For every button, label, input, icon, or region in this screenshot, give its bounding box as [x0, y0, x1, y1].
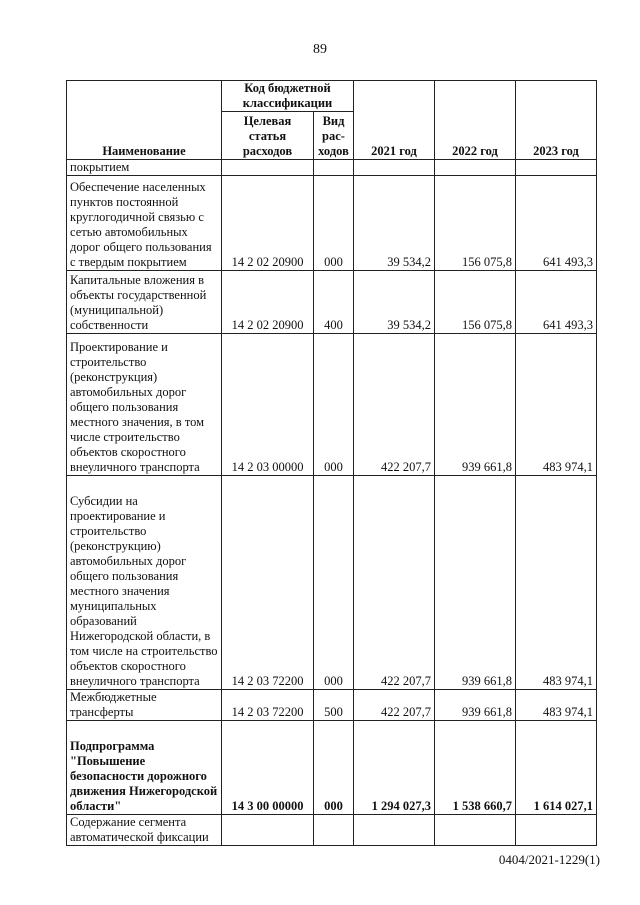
row-name: Подпрограмма "Повышение безопасности дорожного движения Нижегородской области"	[67, 721, 222, 815]
header-expense-type: Вид рас-ходов	[314, 112, 354, 160]
document-code: 0404/2021-1229(1)	[498, 852, 600, 867]
row-value-2023: 483 974,1	[516, 476, 597, 690]
row-target-article: 14 2 03 72200	[222, 476, 314, 690]
row-value-2023: 641 493,3	[516, 271, 597, 334]
row-expense-type: 000	[314, 176, 354, 271]
row-expense-type: 500	[314, 690, 354, 721]
table-row	[67, 334, 597, 476]
row-target-article: 14 3 00 00000	[222, 721, 314, 815]
row-target-article: 14 2 02 20900	[222, 271, 314, 334]
row-value-2021	[354, 815, 435, 846]
row-value-2022: 156 075,8	[435, 271, 516, 334]
header-2022: 2022 год	[435, 81, 516, 160]
row-value-2022	[435, 815, 516, 846]
budget-table	[66, 80, 597, 846]
table-row	[67, 690, 597, 721]
row-value-2023	[516, 160, 597, 176]
table-row	[67, 271, 597, 334]
row-expense-type: 000	[314, 334, 354, 476]
row-value-2023: 483 974,1	[516, 690, 597, 721]
header-target-article: Целевая статья расходов	[222, 112, 314, 160]
row-name: Содержание сегмента автоматической фиксации	[67, 815, 222, 846]
row-expense-type: 000	[314, 721, 354, 815]
row-value-2021	[354, 160, 435, 176]
row-value-2021: 39 534,2	[354, 176, 435, 271]
row-value-2023: 483 974,1	[516, 334, 597, 476]
row-value-2022: 156 075,8	[435, 176, 516, 271]
row-target-article: 14 2 03 72200	[222, 690, 314, 721]
row-name: Проектирование и строительство (реконструкция) автомобильных дорог общего пользования местного значения, в том числе строительство объектов скоростного внеуличного транспорта	[67, 334, 222, 476]
row-name: Субсидии на проектирование и строительство (реконструкцию) автомобильных дорог общего пользования местного значения муниципальных образований Нижегородской области, в том числе на строительство объектов скоростного внеуличного транспорта	[67, 476, 222, 690]
table-row	[67, 160, 597, 176]
row-expense-type: 000	[314, 476, 354, 690]
row-value-2023: 1 614 027,1	[516, 721, 597, 815]
row-name: Капитальные вложения в объекты государственной (муниципальной) собственности	[67, 271, 222, 334]
page-number: 89	[313, 42, 327, 57]
row-value-2021: 422 207,7	[354, 690, 435, 721]
header-2023: 2023 год	[516, 81, 597, 160]
row-name: покрытием	[67, 160, 222, 176]
row-value-2022: 939 661,8	[435, 476, 516, 690]
header-code-group: Код бюджетной классификации	[222, 81, 354, 112]
row-value-2021: 422 207,7	[354, 334, 435, 476]
row-target-article	[222, 160, 314, 176]
row-value-2021: 422 207,7	[354, 476, 435, 690]
row-name: Обеспечение населенных пунктов постоянной круглогодичной связью с сетью автомобильных дорог общего пользования с твердым покрытием	[67, 176, 222, 271]
table-row	[67, 476, 597, 690]
row-value-2022	[435, 160, 516, 176]
table-row	[67, 721, 597, 815]
row-value-2021: 39 534,2	[354, 271, 435, 334]
row-target-article: 14 2 02 20900	[222, 176, 314, 271]
row-expense-type: 400	[314, 271, 354, 334]
row-target-article	[222, 815, 314, 846]
table-row	[67, 815, 597, 846]
row-value-2023: 641 493,3	[516, 176, 597, 271]
row-value-2021: 1 294 027,3	[354, 721, 435, 815]
row-value-2022: 939 661,8	[435, 690, 516, 721]
row-value-2022: 1 538 660,7	[435, 721, 516, 815]
row-value-2022: 939 661,8	[435, 334, 516, 476]
row-target-article: 14 2 03 00000	[222, 334, 314, 476]
header-2021: 2021 год	[354, 81, 435, 160]
row-name: Межбюджетные трансферты	[67, 690, 222, 721]
row-expense-type	[314, 160, 354, 176]
table-row	[67, 176, 597, 271]
header-name: Наименование	[67, 81, 222, 160]
row-value-2023	[516, 815, 597, 846]
row-expense-type	[314, 815, 354, 846]
